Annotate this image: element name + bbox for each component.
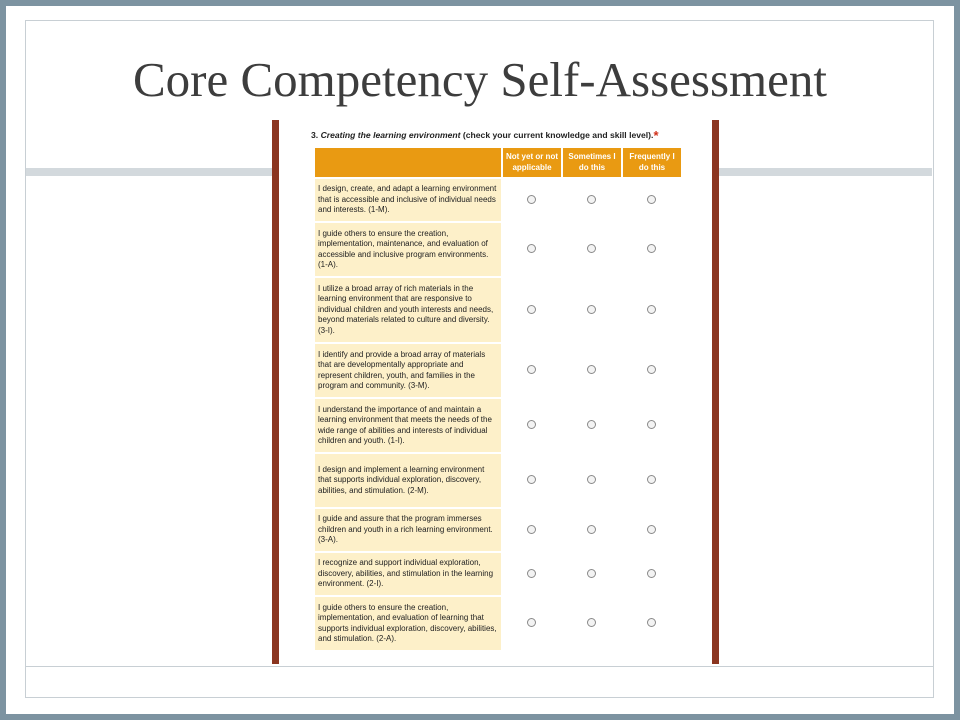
column-header-sometimes: Sometimes I do this <box>561 148 621 177</box>
row-statement: I guide and assure that the program immerses children and youth in a rich learning environment. (3-A). <box>315 509 501 551</box>
row-statement: I identify and provide a broad array of materials that are developmentally appropriate and represent children, youth, and families in the program and community. (3-M). <box>315 344 501 397</box>
required-asterisk: * <box>653 128 659 143</box>
decorative-band-left <box>26 168 272 176</box>
table-row <box>315 454 681 507</box>
radio-sometimes[interactable] <box>587 475 596 484</box>
table-row <box>315 179 681 221</box>
radio-frequently[interactable] <box>647 365 656 374</box>
matrix-header-row <box>315 148 681 177</box>
radio-frequently[interactable] <box>647 475 656 484</box>
radio-sometimes[interactable] <box>587 569 596 578</box>
radio-frequently[interactable] <box>647 244 656 253</box>
table-row <box>315 553 681 595</box>
question-instructions: (check your current knowledge and skill level). <box>462 130 654 140</box>
table-row <box>315 399 681 452</box>
radio-not-yet[interactable] <box>527 195 536 204</box>
radio-not-yet[interactable] <box>527 525 536 534</box>
row-statement: I design, create, and adapt a learning environment that is accessible and inclusive of individual needs and interests. (1-M). <box>315 179 501 221</box>
decorative-band-right <box>718 168 932 176</box>
survey-screenshot <box>279 120 712 664</box>
radio-sometimes[interactable] <box>587 195 596 204</box>
column-header-frequently: Frequently I do this <box>621 148 681 177</box>
radio-frequently[interactable] <box>647 525 656 534</box>
radio-not-yet[interactable] <box>527 305 536 314</box>
row-statement: I utilize a broad array of rich materials in the learning environment that are responsive to individual children and youth interests and needs, beyond materials related to culture and diversity. (3-I). <box>315 278 501 342</box>
radio-sometimes[interactable] <box>587 365 596 374</box>
question-title: Creating the learning environment <box>320 130 461 140</box>
row-statement: I design and implement a learning environment that supports individual exploration, discovery, abilities, and stimulation. (2-M). <box>315 454 501 507</box>
radio-not-yet[interactable] <box>527 569 536 578</box>
matrix-question-table <box>315 146 681 652</box>
radio-not-yet[interactable] <box>527 420 536 429</box>
row-statement: I guide others to ensure the creation, implementation, and evaluation of learning that supports individual exploration, discovery, abilities, and stimulation. (2-A). <box>315 597 501 650</box>
table-row <box>315 223 681 276</box>
question-heading <box>311 128 711 143</box>
radio-frequently[interactable] <box>647 618 656 627</box>
footer-divider <box>26 666 933 667</box>
matrix-header-corner <box>315 148 501 177</box>
radio-sometimes[interactable] <box>587 305 596 314</box>
table-row <box>315 344 681 397</box>
radio-frequently[interactable] <box>647 420 656 429</box>
radio-not-yet[interactable] <box>527 244 536 253</box>
radio-sometimes[interactable] <box>587 420 596 429</box>
slide-frame <box>6 6 954 714</box>
table-row <box>315 278 681 342</box>
radio-frequently[interactable] <box>647 569 656 578</box>
row-statement: I guide others to ensure the creation, implementation, maintenance, and evaluation of accessible and inclusive program environments. (1-A). <box>315 223 501 276</box>
row-statement: I recognize and support individual exploration, discovery, abilities, and stimulation in the learning environment. (2-I). <box>315 553 501 595</box>
radio-sometimes[interactable] <box>587 525 596 534</box>
screenshot-left-border <box>272 120 279 664</box>
row-statement: I understand the importance of and maintain a learning environment that meets the needs of the wide range of abilities and interests of individual children and youth. (1-I). <box>315 399 501 452</box>
slide-title: Core Competency Self-Assessment <box>132 52 828 107</box>
radio-sometimes[interactable] <box>587 244 596 253</box>
screenshot-right-border <box>712 120 719 664</box>
table-row <box>315 509 681 551</box>
table-row <box>315 597 681 650</box>
radio-not-yet[interactable] <box>527 618 536 627</box>
column-header-not-yet: Not yet or not applicable <box>501 148 561 177</box>
radio-frequently[interactable] <box>647 305 656 314</box>
radio-not-yet[interactable] <box>527 475 536 484</box>
radio-not-yet[interactable] <box>527 365 536 374</box>
radio-sometimes[interactable] <box>587 618 596 627</box>
question-number: 3. <box>311 130 319 140</box>
radio-frequently[interactable] <box>647 195 656 204</box>
